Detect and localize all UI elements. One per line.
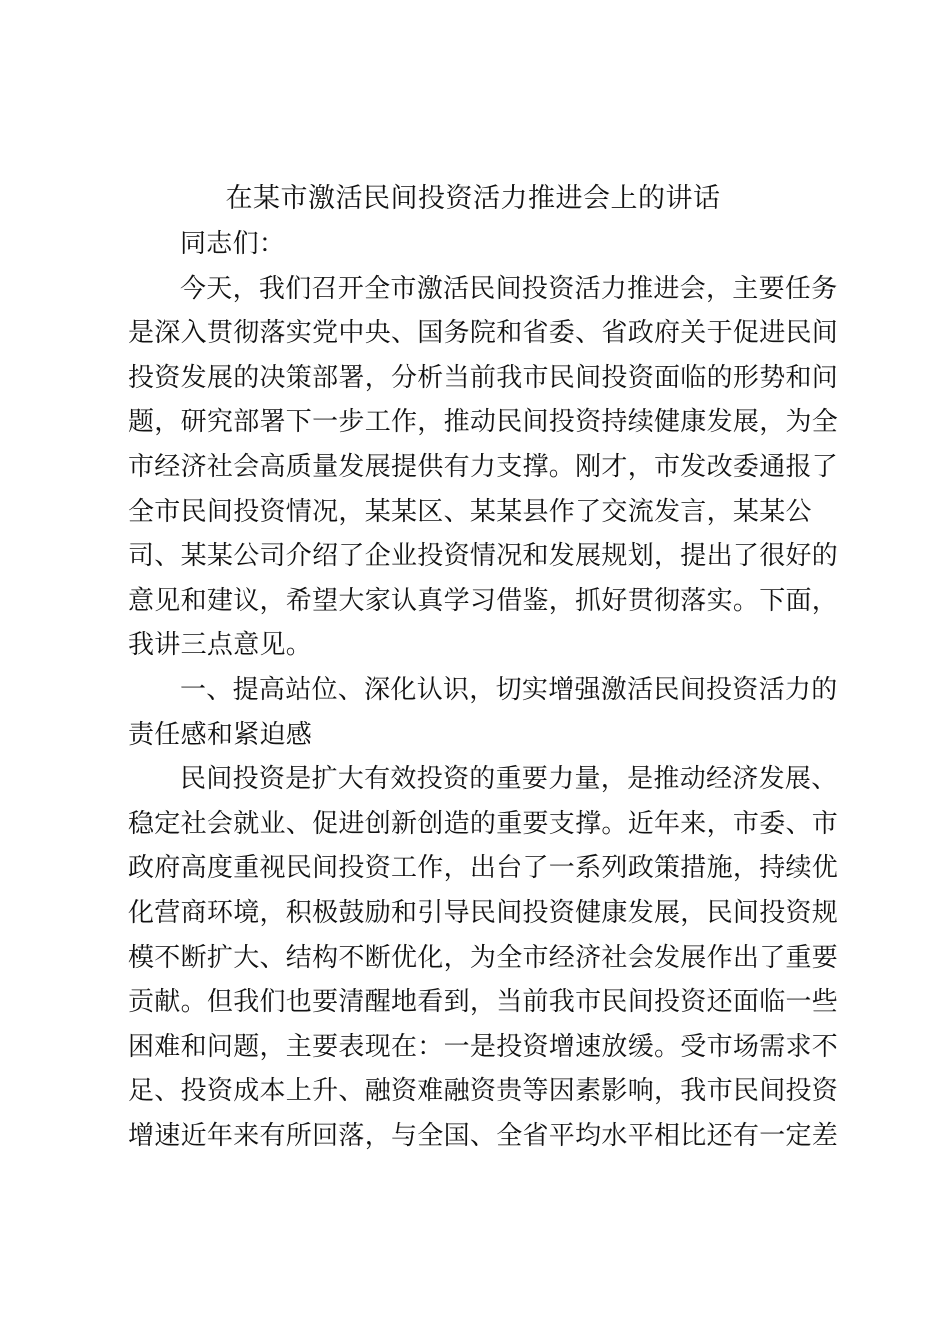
text-line: 困难和问题，主要表现在：一是投资增速放缓。受市场需求不 (128, 1031, 839, 1062)
text-line: 稳定社会就业、促进创新创造的重要支撑。近年来，市委、市 (128, 808, 839, 839)
text-line: 民间投资是扩大有效投资的重要力量，是推动经济发展、 (180, 764, 838, 795)
text-line: 司、某某公司介绍了企业投资情况和发展规划，提出了很好的 (128, 541, 839, 572)
text-line: 模不断扩大、结构不断优化，为全市经济社会发展作出了重要 (128, 942, 839, 973)
text-line: 增速近年来有所回落，与全国、全省平均水平相比还有一定差 (128, 1120, 839, 1151)
text-line: 足、投资成本上升、融资难融资贵等因素影响，我市民间投资 (128, 1076, 839, 1107)
text-line: 题，研究部署下一步工作，推动民间投资持续健康发展，为全 (128, 407, 839, 438)
text-line: 意见和建议，希望大家认真学习借鉴，抓好贯彻落实。下面， (128, 585, 839, 616)
text-line: 我讲三点意见。 (128, 630, 313, 661)
document-title: 在某市激活民间投资活力推进会上的讲话 (225, 183, 721, 214)
text-line: 贡献。但我们也要清醒地看到，当前我市民间投资还面临一些 (128, 987, 839, 1018)
text-line: 责任感和紧迫感 (128, 719, 313, 750)
text-line: 投资发展的决策部署，分析当前我市民间投资面临的形势和问 (128, 362, 839, 393)
text-line: 化营商环境，积极鼓励和引导民间投资健康发展，民间投资规 (128, 897, 839, 928)
text-line: 今天，我们召开全市激活民间投资活力推进会，主要任务 (180, 273, 838, 304)
text-line: 市经济社会高质量发展提供有力支撑。刚才，市发改委通报了 (128, 451, 839, 482)
document-text (128, 222, 839, 1158)
text-line: 同志们： (180, 229, 286, 259)
document-body (128, 176, 839, 1158)
text-line: 是深入贯彻落实党中央、国务院和省委、省政府关于促进民间 (128, 318, 839, 349)
text-line: 一、提高站位、深化认识，切实增强激活民间投资活力的 (180, 674, 838, 705)
text-line: 全市民间投资情况，某某区、某某县作了交流发言，某某公 (128, 496, 812, 527)
text-line: 政府高度重视民间投资工作，出台了一系列政策措施，持续优 (128, 853, 839, 884)
